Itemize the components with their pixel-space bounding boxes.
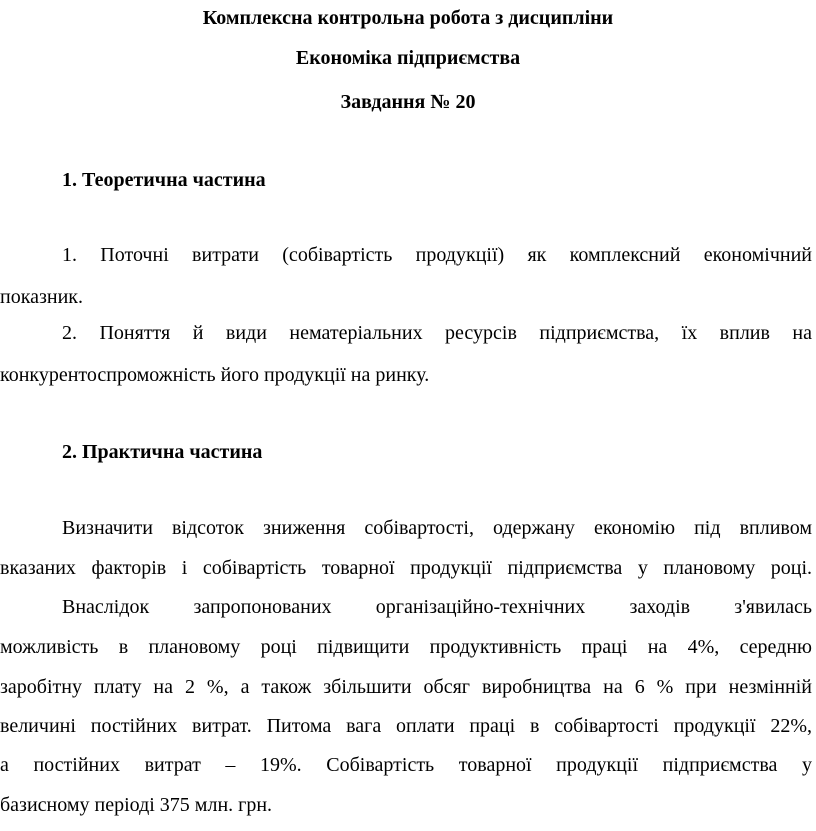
question-1-line-2: показник. — [0, 286, 84, 308]
section-heading-practice — [62, 440, 262, 464]
title-discipline: Економіка підприємства — [295, 47, 521, 69]
section-heading-theory — [62, 168, 266, 192]
task-paragraph-2-line-6: базисному періоді 375 млн. грн. — [0, 794, 273, 816]
section-number: 2. — [62, 441, 77, 463]
task-paragraph-2-line-3: заробітну плату на 2 %, а також збільшити обсяг виробництва на 6 % при незмінній — [0, 676, 812, 698]
title-task-number: Завдання № 20 — [340, 91, 476, 113]
task-paragraph-2-line-1: Внаслідок запропонованих організаційно-технічних заходів з'явилась — [62, 596, 812, 618]
section-title: Теоретична частина — [82, 169, 266, 191]
task-paragraph-2-line-4: величині постійних витрат. Питома вага оплати праці в собівартості продукції 22%, — [0, 715, 812, 737]
task-paragraph-2-line-2: можливість в плановому році підвищити продуктивність праці на 4%, середню — [0, 636, 812, 658]
question-1-line-1 — [0, 243, 812, 267]
section-number: 1. — [62, 169, 77, 191]
title-course: Комплексна контрольна робота з дисципліни — [202, 7, 614, 29]
question-2-line-2: конкурентоспроможність його продукції на ринку. — [0, 364, 430, 386]
section-title: Практична частина — [82, 441, 263, 463]
question-number: 1. — [62, 244, 77, 266]
task-paragraph-1-line-1: Визначити відсоток зниження собівартості, одержану економію під впливом — [62, 517, 812, 539]
task-paragraph-1-line-2: вказаних факторів і собівартість товарної продукції підприємства у плановому році. — [0, 557, 812, 579]
task-paragraph-2-line-5: а постійних витрат – 19%. Собівартість товарної продукції підприємства у — [0, 754, 812, 776]
question-2-line-1: 2. Поняття й види нематеріальних ресурсів підприємства, їх вплив на — [62, 322, 812, 344]
question-text: Поточні витрати (собівартість продукції) як комплексний економічний — [100, 244, 812, 266]
